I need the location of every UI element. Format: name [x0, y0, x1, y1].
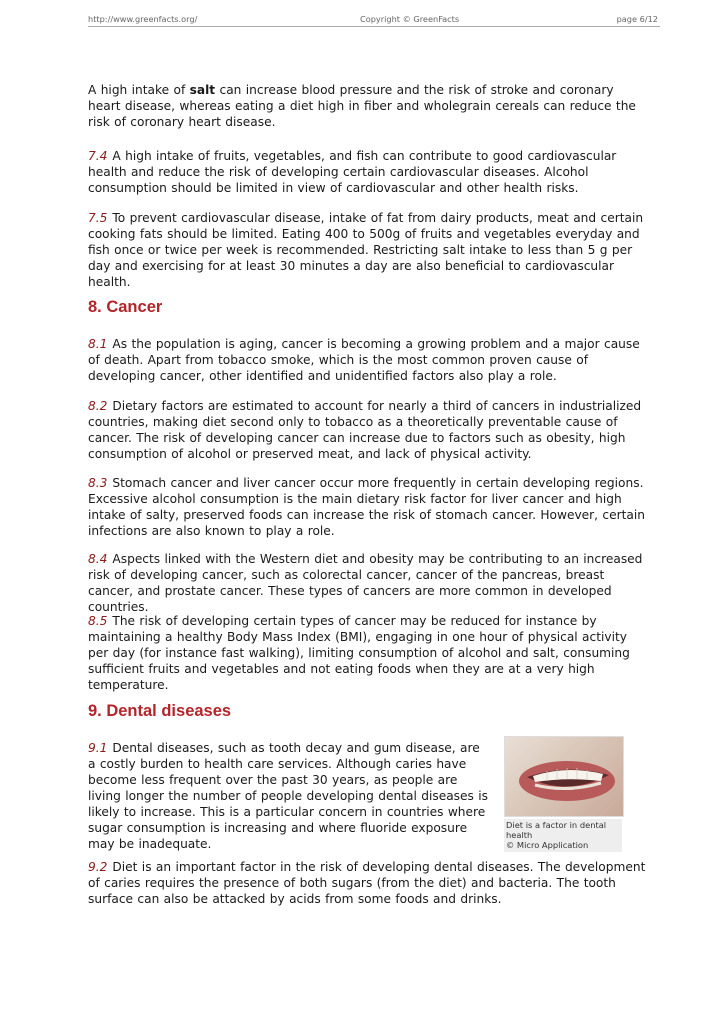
- paragraph-number: 7.5: [88, 211, 108, 225]
- header-copyright: Copyright © GreenFacts: [360, 14, 460, 24]
- paragraph-text: A high intake of fruits, vegetables, and fish can contribute to good cardiovascular health and reduce the risk of developing certain cardiovascular diseases. Alcohol consumption should be limited in view of cardiovascular and other health risks.: [88, 149, 617, 195]
- page-header: [88, 10, 660, 27]
- paragraph-8-4: [88, 551, 648, 615]
- paragraph-9-2: [88, 859, 648, 907]
- figure-caption: [504, 819, 622, 852]
- paragraph-7-5: [88, 210, 648, 290]
- paragraph-text: The risk of developing certain types of cancer may be reduced for instance by maintaining a healthy Body Mass Index (BMI), engaging in one hour of physical activity per day (for instance fast walking), limiting consumption of alcohol and salt, consuming sufficient fruits and vegetables and not eating foods when they are at a very high temperature.: [88, 614, 630, 692]
- intro-bold-term: salt: [189, 83, 216, 97]
- paragraph-number: 7.4: [88, 149, 108, 163]
- header-url[interactable]: http://www.greenfacts.org/: [88, 14, 198, 24]
- paragraph-number: 9.2: [88, 860, 108, 874]
- paragraph-number: 8.4: [88, 552, 108, 566]
- paragraph-8-5: [88, 613, 648, 693]
- caption-credit: © Micro Application: [506, 840, 589, 850]
- section-heading-dental-diseases: 9. Dental diseases: [88, 702, 232, 720]
- paragraph-8-1: [88, 336, 648, 384]
- paragraph-text: Diet is an important factor in the risk of developing dental diseases. The development of caries requires the presence of both sugars (from the diet) and bacteria. The tooth surface can also be attacked by acids from some foods and drinks.: [88, 860, 646, 906]
- paragraph-text: As the population is aging, cancer is becoming a growing problem and a major cause of death. Apart from tobacco smoke, which is the most common proven cause of developing cancer, other identified and unidentified factors also play a role.: [88, 337, 640, 383]
- paragraph-text: Dental diseases, such as tooth decay and gum disease, are a costly burden to health care services. Although caries have become less frequent over the past 30 years, as people are living longer the number of people developing dental diseases is likely to increase. This is a particular concern in countries where sugar consumption is increasing and where fluoride exposure may be inadequate.: [88, 741, 488, 851]
- paragraph-number: 8.2: [88, 399, 108, 413]
- paragraph-9-1: [88, 740, 490, 852]
- paragraph-text: Stomach cancer and liver cancer occur more frequently in certain developing regions. Excessive alcohol consumption is the main dietary risk factor for liver cancer and high intake of salty, preserved foods can increase the risk of stomach cancer. However, certain infections are also known to play a role.: [88, 476, 646, 538]
- paragraph-8-2: [88, 398, 648, 462]
- paragraph-salt: [88, 82, 648, 130]
- section-heading-cancer: 8. Cancer: [88, 298, 163, 316]
- paragraph-number: 8.1: [88, 337, 108, 351]
- paragraph-number: 8.3: [88, 476, 108, 490]
- smiling-mouth-illustration: [505, 737, 623, 816]
- paragraph-7-4: [88, 148, 648, 196]
- paragraph-8-3: [88, 475, 648, 539]
- paragraph-number: 8.5: [88, 614, 108, 628]
- figure-dental-health: [504, 736, 622, 852]
- intro-text-before: A high intake of: [88, 83, 190, 97]
- paragraph-number: 9.1: [88, 741, 108, 755]
- intro-text-after: can increase blood pressure and the risk of stroke and coronary heart disease, whereas eating a diet high in fiber and wholegrain cereals can reduce the risk of coronary heart disease.: [88, 83, 636, 129]
- header-page-number: page 6/12: [616, 14, 658, 24]
- paragraph-text: Dietary factors are estimated to account for nearly a third of cancers in industrialized countries, making diet second only to tobacco as a theoretically preventable cause of cancer. The risk of developing cancer can increase due to factors such as obesity, high consumption of alcohol or preserved meat, and lack of physical activity.: [88, 399, 642, 461]
- paragraph-text: Aspects linked with the Western diet and obesity may be contributing to an increased risk of developing cancer, such as colorectal cancer, cancer of the pancreas, breast cancer, and prostate cancer. These types of cancers are more common in developed countries.: [88, 552, 643, 614]
- caption-text: Diet is a factor in dental health: [506, 820, 607, 840]
- smile-photo: [504, 736, 624, 817]
- paragraph-text: To prevent cardiovascular disease, intake of fat from dairy products, meat and certain cooking fats should be limited. Eating 400 to 500g of fruits and vegetables everyday and fish once or twice per week is recommended. Restricting salt intake to less than 5 g per day and exercising for at least 30 minutes a day are also beneficial to cardiovascular health.: [88, 211, 644, 289]
